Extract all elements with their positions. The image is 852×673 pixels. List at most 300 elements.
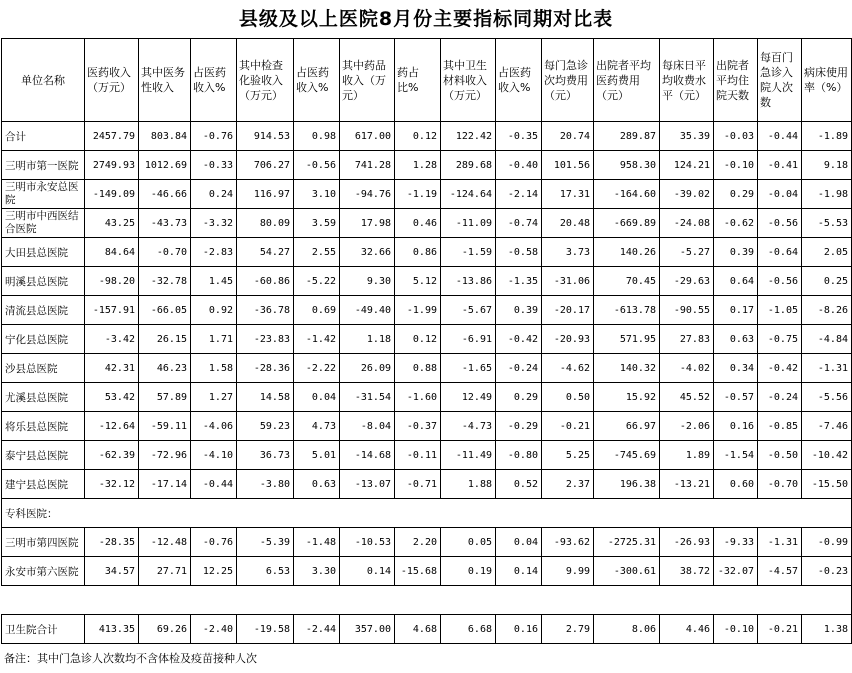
value-cell: -14.68	[340, 441, 395, 470]
value-cell: -94.76	[340, 180, 395, 209]
blank-row	[2, 586, 852, 615]
value-cell: 1.89	[660, 441, 714, 470]
table-body	[2, 122, 852, 644]
value-cell: -1.54	[714, 441, 758, 470]
value-cell: -0.58	[496, 238, 542, 267]
value-cell: -0.75	[758, 325, 802, 354]
value-cell: -24.08	[660, 209, 714, 238]
value-cell: 26.15	[139, 325, 191, 354]
value-cell: 1.45	[191, 267, 237, 296]
value-cell: -0.76	[191, 122, 237, 151]
value-cell: 140.32	[594, 354, 660, 383]
table-row	[2, 325, 852, 354]
value-cell: -5.27	[660, 238, 714, 267]
value-cell: -1.05	[758, 296, 802, 325]
empty-cell	[714, 499, 758, 528]
value-cell: 0.64	[714, 267, 758, 296]
value-cell: -1.89	[802, 122, 852, 151]
value-cell: -0.44	[191, 470, 237, 499]
value-cell: -4.10	[191, 441, 237, 470]
value-cell: 14.58	[237, 383, 294, 412]
indicator-table	[1, 38, 852, 644]
value-cell: -0.03	[714, 122, 758, 151]
value-cell: -613.78	[594, 296, 660, 325]
summary-row	[2, 615, 852, 644]
value-cell: 45.52	[660, 383, 714, 412]
value-cell: 741.28	[340, 151, 395, 180]
value-cell: -5.22	[294, 267, 340, 296]
empty-cell	[294, 586, 340, 615]
table-row	[2, 441, 852, 470]
value-cell: 0.98	[294, 122, 340, 151]
value-cell: 1012.69	[139, 151, 191, 180]
value-cell: 35.39	[660, 122, 714, 151]
value-cell: -4.84	[802, 325, 852, 354]
value-cell: 0.12	[395, 325, 441, 354]
unit-name-cell: 三明市第四医院	[2, 528, 85, 557]
column-header: 其中卫生材料收入（万元）	[441, 39, 496, 122]
section-label: 专科医院：	[2, 499, 85, 528]
value-cell: -0.21	[542, 412, 594, 441]
empty-cell	[660, 586, 714, 615]
value-cell: 1.58	[191, 354, 237, 383]
table-row	[2, 180, 852, 209]
value-cell: -0.23	[802, 557, 852, 586]
value-cell: -0.50	[758, 441, 802, 470]
value-cell: -28.35	[85, 528, 139, 557]
value-cell: -39.02	[660, 180, 714, 209]
value-cell: 2.05	[802, 238, 852, 267]
column-header: 药占比%	[395, 39, 441, 122]
value-cell: 0.16	[714, 412, 758, 441]
value-cell: -4.06	[191, 412, 237, 441]
value-cell: -8.04	[340, 412, 395, 441]
column-header: 其中检查化验收入（万元）	[237, 39, 294, 122]
value-cell: 5.12	[395, 267, 441, 296]
value-cell: -3.80	[237, 470, 294, 499]
value-cell: 0.25	[802, 267, 852, 296]
value-cell: 0.04	[294, 383, 340, 412]
value-cell: -1.31	[758, 528, 802, 557]
unit-name-cell: 泰宁县总医院	[2, 441, 85, 470]
total-row	[2, 122, 852, 151]
value-cell: -13.86	[441, 267, 496, 296]
unit-name-cell: 明溪县总医院	[2, 267, 85, 296]
table-row	[2, 267, 852, 296]
value-cell: -43.73	[139, 209, 191, 238]
header-row	[2, 39, 852, 122]
value-cell: -49.40	[340, 296, 395, 325]
table-row	[2, 238, 852, 267]
value-cell: -0.64	[758, 238, 802, 267]
value-cell: -0.85	[758, 412, 802, 441]
table-row	[2, 354, 852, 383]
column-header: 病床使用率（%）	[802, 39, 852, 122]
value-cell: -2.14	[496, 180, 542, 209]
value-cell: 70.45	[594, 267, 660, 296]
value-cell: -1.48	[294, 528, 340, 557]
unit-name-cell: 清流县总医院	[2, 296, 85, 325]
value-cell: -0.76	[191, 528, 237, 557]
value-cell: 1.71	[191, 325, 237, 354]
value-cell: -0.70	[758, 470, 802, 499]
value-cell: -32.12	[85, 470, 139, 499]
value-cell: 0.24	[191, 180, 237, 209]
value-cell: 53.42	[85, 383, 139, 412]
value-cell: 46.23	[139, 354, 191, 383]
value-cell: -4.73	[441, 412, 496, 441]
value-cell: -745.69	[594, 441, 660, 470]
value-cell: -2.22	[294, 354, 340, 383]
empty-cell	[395, 586, 441, 615]
column-header: 每百门急诊入院人次数	[758, 39, 802, 122]
value-cell: 0.19	[441, 557, 496, 586]
value-cell: 706.27	[237, 151, 294, 180]
value-cell: -2.44	[294, 615, 340, 644]
value-cell: 66.97	[594, 412, 660, 441]
value-cell: -20.93	[542, 325, 594, 354]
value-cell: 2.79	[542, 615, 594, 644]
table-row	[2, 296, 852, 325]
value-cell: -10.53	[340, 528, 395, 557]
value-cell: -157.91	[85, 296, 139, 325]
value-cell: -1.31	[802, 354, 852, 383]
value-cell: -5.53	[802, 209, 852, 238]
table-row	[2, 209, 852, 238]
value-cell: 3.10	[294, 180, 340, 209]
value-cell: -0.71	[395, 470, 441, 499]
value-cell: 4.68	[395, 615, 441, 644]
empty-cell	[395, 499, 441, 528]
empty-cell	[85, 499, 139, 528]
value-cell: -4.02	[660, 354, 714, 383]
empty-cell	[340, 586, 395, 615]
value-cell: -0.70	[139, 238, 191, 267]
value-cell: 289.68	[441, 151, 496, 180]
value-cell: 0.86	[395, 238, 441, 267]
empty-cell	[85, 586, 139, 615]
value-cell: -23.83	[237, 325, 294, 354]
value-cell: -0.21	[758, 615, 802, 644]
value-cell: -20.17	[542, 296, 594, 325]
unit-name-cell: 卫生院合计	[2, 615, 85, 644]
empty-cell	[802, 499, 852, 528]
empty-cell	[139, 586, 191, 615]
value-cell: -1.98	[802, 180, 852, 209]
empty-cell	[340, 499, 395, 528]
value-cell: 59.23	[237, 412, 294, 441]
value-cell: -124.64	[441, 180, 496, 209]
unit-name-cell: 永安市第六医院	[2, 557, 85, 586]
value-cell: 0.05	[441, 528, 496, 557]
value-cell: 1.88	[441, 470, 496, 499]
value-cell: -72.96	[139, 441, 191, 470]
value-cell: 196.38	[594, 470, 660, 499]
value-cell: -5.67	[441, 296, 496, 325]
column-header: 医药收入（万元）	[85, 39, 139, 122]
value-cell: 32.66	[340, 238, 395, 267]
value-cell: 2.20	[395, 528, 441, 557]
table-row	[2, 412, 852, 441]
value-cell: 0.39	[496, 296, 542, 325]
value-cell: -1.42	[294, 325, 340, 354]
value-cell: 914.53	[237, 122, 294, 151]
empty-cell	[802, 586, 852, 615]
value-cell: 958.30	[594, 151, 660, 180]
value-cell: -8.26	[802, 296, 852, 325]
value-cell: -13.07	[340, 470, 395, 499]
value-cell: -46.66	[139, 180, 191, 209]
value-cell: -3.42	[85, 325, 139, 354]
value-cell: 0.92	[191, 296, 237, 325]
value-cell: 0.29	[714, 180, 758, 209]
value-cell: 1.38	[802, 615, 852, 644]
value-cell: 80.09	[237, 209, 294, 238]
value-cell: -90.55	[660, 296, 714, 325]
value-cell: 0.46	[395, 209, 441, 238]
value-cell: -0.40	[496, 151, 542, 180]
value-cell: 3.30	[294, 557, 340, 586]
unit-name-cell: 合计	[2, 122, 85, 151]
value-cell: -31.54	[340, 383, 395, 412]
unit-name-cell: 宁化县总医院	[2, 325, 85, 354]
value-cell: -12.64	[85, 412, 139, 441]
value-cell: 1.18	[340, 325, 395, 354]
value-cell: -0.10	[714, 151, 758, 180]
value-cell: -17.14	[139, 470, 191, 499]
section-row	[2, 499, 852, 528]
value-cell: 8.06	[594, 615, 660, 644]
value-cell: 0.52	[496, 470, 542, 499]
unit-name-cell: 沙县总医院	[2, 354, 85, 383]
value-cell: -32.78	[139, 267, 191, 296]
column-header: 出院者平均住院天数	[714, 39, 758, 122]
value-cell: -2.83	[191, 238, 237, 267]
table-row	[2, 557, 852, 586]
column-header: 占医药收入%	[191, 39, 237, 122]
value-cell: -9.33	[714, 528, 758, 557]
value-cell: 9.99	[542, 557, 594, 586]
value-cell: 116.97	[237, 180, 294, 209]
value-cell: -7.46	[802, 412, 852, 441]
value-cell: 5.25	[542, 441, 594, 470]
empty-cell	[496, 586, 542, 615]
value-cell: -60.86	[237, 267, 294, 296]
value-cell: -2725.31	[594, 528, 660, 557]
value-cell: -11.49	[441, 441, 496, 470]
value-cell: -93.62	[542, 528, 594, 557]
value-cell: -0.04	[758, 180, 802, 209]
value-cell: 9.30	[340, 267, 395, 296]
value-cell: -0.44	[758, 122, 802, 151]
unit-name-cell: 三明市中西医结合医院	[2, 209, 85, 238]
value-cell: 0.16	[496, 615, 542, 644]
empty-cell	[441, 499, 496, 528]
value-cell: -149.09	[85, 180, 139, 209]
value-cell: -0.56	[758, 267, 802, 296]
empty-cell	[2, 586, 85, 615]
value-cell: 20.74	[542, 122, 594, 151]
value-cell: 43.25	[85, 209, 139, 238]
value-cell: -0.29	[496, 412, 542, 441]
value-cell: 3.73	[542, 238, 594, 267]
value-cell: 289.87	[594, 122, 660, 151]
value-cell: -0.99	[802, 528, 852, 557]
value-cell: 38.72	[660, 557, 714, 586]
value-cell: -1.59	[441, 238, 496, 267]
value-cell: 54.27	[237, 238, 294, 267]
value-cell: -19.58	[237, 615, 294, 644]
value-cell: 26.09	[340, 354, 395, 383]
empty-cell	[237, 499, 294, 528]
column-header: 占医药收入%	[496, 39, 542, 122]
empty-cell	[191, 586, 237, 615]
value-cell: -0.37	[395, 412, 441, 441]
empty-cell	[594, 586, 660, 615]
value-cell: 0.63	[714, 325, 758, 354]
value-cell: 15.92	[594, 383, 660, 412]
value-cell: -0.41	[758, 151, 802, 180]
value-cell: 617.00	[340, 122, 395, 151]
value-cell: -0.42	[758, 354, 802, 383]
value-cell: -164.60	[594, 180, 660, 209]
value-cell: 413.35	[85, 615, 139, 644]
value-cell: 17.31	[542, 180, 594, 209]
unit-name-cell: 三明市永安总医院	[2, 180, 85, 209]
value-cell: -59.11	[139, 412, 191, 441]
empty-cell	[714, 586, 758, 615]
value-cell: 12.25	[191, 557, 237, 586]
value-cell: -10.42	[802, 441, 852, 470]
empty-cell	[758, 499, 802, 528]
value-cell: -98.20	[85, 267, 139, 296]
empty-cell	[660, 499, 714, 528]
value-cell: 36.73	[237, 441, 294, 470]
value-cell: 27.83	[660, 325, 714, 354]
unit-name-cell: 尤溪县总医院	[2, 383, 85, 412]
value-cell: -0.56	[758, 209, 802, 238]
empty-cell	[496, 499, 542, 528]
value-cell: 84.64	[85, 238, 139, 267]
empty-cell	[237, 586, 294, 615]
value-cell: 0.14	[496, 557, 542, 586]
value-cell: -1.99	[395, 296, 441, 325]
value-cell: -0.35	[496, 122, 542, 151]
value-cell: -11.09	[441, 209, 496, 238]
value-cell: 122.42	[441, 122, 496, 151]
table-title: 县级及以上医院8月份主要指标同期对比表	[238, 8, 614, 30]
value-cell: 6.68	[441, 615, 496, 644]
empty-cell	[191, 499, 237, 528]
value-cell: -31.06	[542, 267, 594, 296]
column-header: 每床日平均收费水平（元）	[660, 39, 714, 122]
value-cell: 20.48	[542, 209, 594, 238]
unit-name-cell: 建宁县总医院	[2, 470, 85, 499]
column-header: 出院者平均医药费用（元）	[594, 39, 660, 122]
value-cell: 124.21	[660, 151, 714, 180]
value-cell: 0.29	[496, 383, 542, 412]
value-cell: 4.73	[294, 412, 340, 441]
value-cell: -15.50	[802, 470, 852, 499]
value-cell: 803.84	[139, 122, 191, 151]
value-cell: -0.62	[714, 209, 758, 238]
value-cell: 12.49	[441, 383, 496, 412]
value-cell: 0.34	[714, 354, 758, 383]
column-header: 占医药收入%	[294, 39, 340, 122]
empty-cell	[139, 499, 191, 528]
value-cell: 0.69	[294, 296, 340, 325]
value-cell: 0.39	[714, 238, 758, 267]
value-cell: 0.17	[714, 296, 758, 325]
value-cell: -0.24	[496, 354, 542, 383]
value-cell: -15.68	[395, 557, 441, 586]
value-cell: 69.26	[139, 615, 191, 644]
value-cell: 0.12	[395, 122, 441, 151]
value-cell: 2457.79	[85, 122, 139, 151]
column-header: 其中医务性收入	[139, 39, 191, 122]
value-cell: 140.26	[594, 238, 660, 267]
value-cell: 0.14	[340, 557, 395, 586]
value-cell: -26.93	[660, 528, 714, 557]
value-cell: -36.78	[237, 296, 294, 325]
header-unit-name: 单位名称	[2, 39, 85, 122]
table-row	[2, 151, 852, 180]
value-cell: -13.21	[660, 470, 714, 499]
value-cell: -5.56	[802, 383, 852, 412]
unit-name-cell: 三明市第一医院	[2, 151, 85, 180]
value-cell: 27.71	[139, 557, 191, 586]
table-row	[2, 528, 852, 557]
value-cell: 1.27	[191, 383, 237, 412]
value-cell: 6.53	[237, 557, 294, 586]
table-row	[2, 470, 852, 499]
footnote: 备注：其中门急诊人次数均不含体检及疫苗接种人次	[4, 652, 257, 665]
value-cell: 357.00	[340, 615, 395, 644]
value-cell: -0.24	[758, 383, 802, 412]
value-cell: -0.11	[395, 441, 441, 470]
value-cell: 0.63	[294, 470, 340, 499]
value-cell: 4.46	[660, 615, 714, 644]
value-cell: 3.59	[294, 209, 340, 238]
empty-cell	[542, 499, 594, 528]
value-cell: 0.50	[542, 383, 594, 412]
value-cell: 9.18	[802, 151, 852, 180]
value-cell: 571.95	[594, 325, 660, 354]
value-cell: -0.33	[191, 151, 237, 180]
value-cell: 1.28	[395, 151, 441, 180]
column-header: 其中药品收入（万元）	[340, 39, 395, 122]
value-cell: -4.62	[542, 354, 594, 383]
value-cell: -669.89	[594, 209, 660, 238]
empty-cell	[594, 499, 660, 528]
value-cell: -28.36	[237, 354, 294, 383]
value-cell: -1.35	[496, 267, 542, 296]
value-cell: 0.04	[496, 528, 542, 557]
unit-name-cell: 大田县总医院	[2, 238, 85, 267]
value-cell: 2.55	[294, 238, 340, 267]
value-cell: -1.65	[441, 354, 496, 383]
value-cell: 101.56	[542, 151, 594, 180]
value-cell: -1.60	[395, 383, 441, 412]
value-cell: -0.42	[496, 325, 542, 354]
value-cell: 5.01	[294, 441, 340, 470]
value-cell: -66.05	[139, 296, 191, 325]
value-cell: -0.74	[496, 209, 542, 238]
value-cell: 42.31	[85, 354, 139, 383]
value-cell: -4.57	[758, 557, 802, 586]
value-cell: 0.88	[395, 354, 441, 383]
value-cell: -2.06	[660, 412, 714, 441]
